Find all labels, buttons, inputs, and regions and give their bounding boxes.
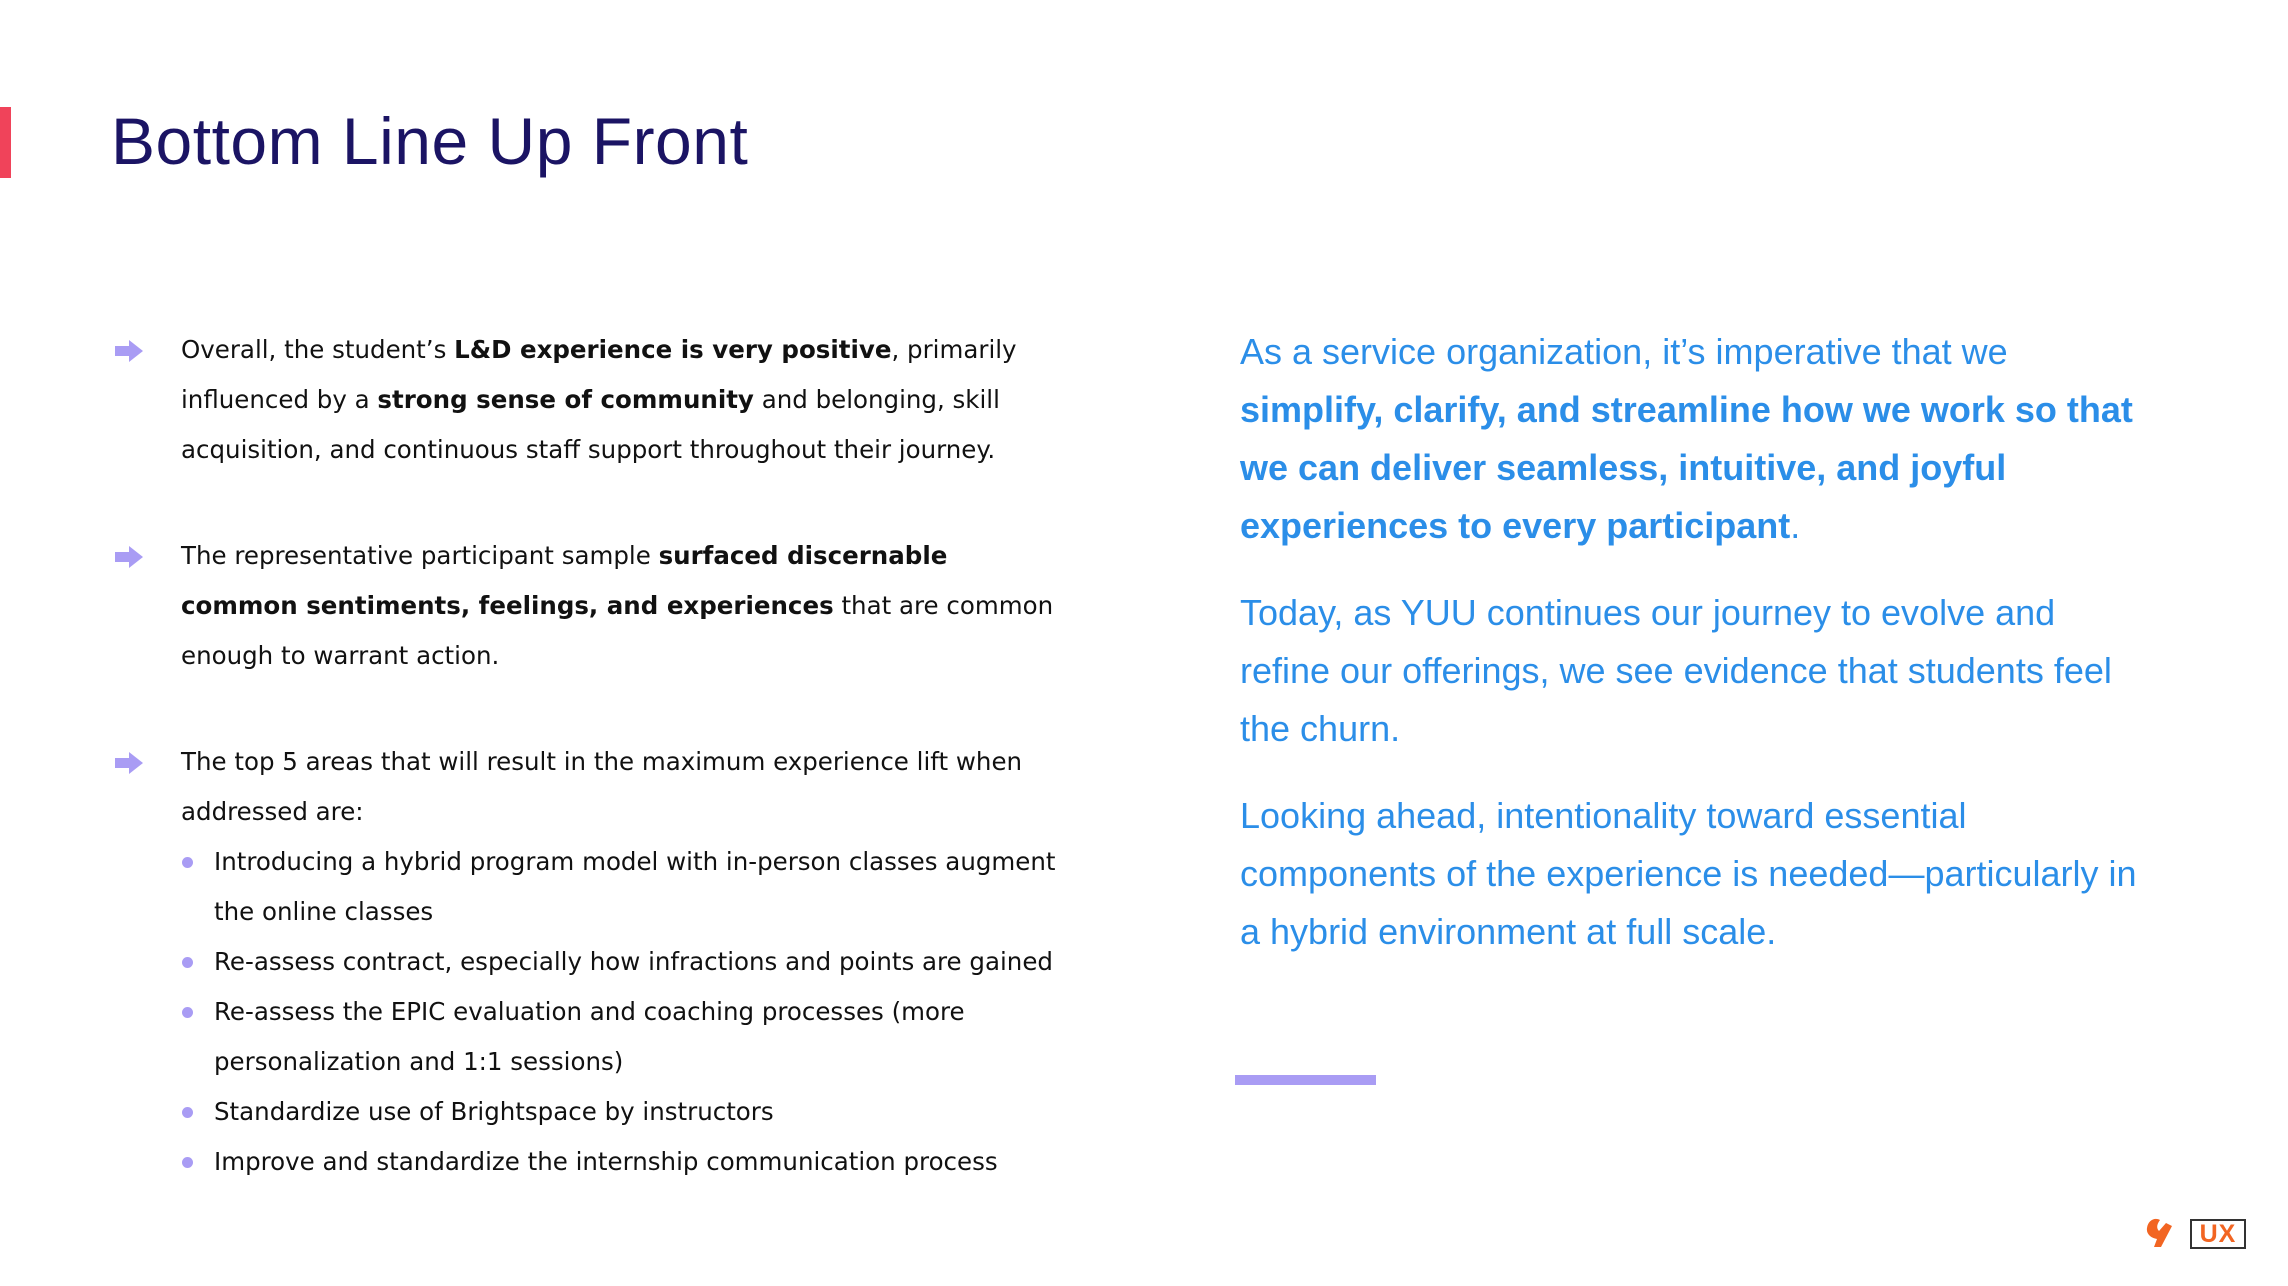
statement <box>1240 323 2140 990</box>
list-item: Standardize use of Brightspace by instructors <box>181 1087 1070 1137</box>
arrow-right-icon <box>113 339 144 363</box>
statement-paragraph: As a service organization, it’s imperative that we simplify, clarify, and streamline how we work so that we can deliver seamless, intuitive, and joyful experiences to every participant. <box>1240 331 2133 546</box>
page-title: Bottom Line Up Front <box>111 104 749 178</box>
key-point-text: The representative participant sample surfaced discernable common sentiments, feelings, and experiences that are common enough to warrant action. <box>181 541 1054 670</box>
ux-badge: UX <box>2190 1219 2246 1249</box>
focus-areas-list <box>181 837 1070 1187</box>
key-point <box>110 325 1070 475</box>
arrow-right-icon <box>113 545 144 569</box>
key-point-text: The top 5 areas that will result in the maximum experience lift when addressed are: <box>181 747 1023 826</box>
bullet-dot-icon <box>182 957 193 968</box>
list-item: Re-assess contract, especially how infractions and points are gained <box>181 937 1070 987</box>
bullet-dot-icon <box>182 1157 193 1168</box>
list-item: Improve and standardize the internship communication process <box>181 1137 1070 1187</box>
list-item: Introducing a hybrid program model with in-person classes augment the online classes <box>181 837 1070 937</box>
list-item: Re-assess the EPIC evaluation and coaching processes (more personalization and 1:1 sessions) <box>181 987 1070 1087</box>
bullet-dot-icon <box>182 857 193 868</box>
key-point <box>110 531 1070 681</box>
key-points <box>110 325 1070 1187</box>
statement-paragraph: Looking ahead, intentionality toward essential components of the experience is needed—particularly in a hybrid environment at full scale. <box>1240 795 2137 952</box>
key-point-text: Overall, the student’s L&D experience is very positive, primarily influenced by a strong sense of community and belonging, skill acquisition, and continuous staff support throughout their journey. <box>181 335 1017 464</box>
title-accent-bar <box>0 107 11 178</box>
bullet-dot-icon <box>182 1007 193 1018</box>
divider <box>1235 1075 1376 1085</box>
bullet-dot-icon <box>182 1107 193 1118</box>
statement-paragraph: Today, as YUU continues our journey to evolve and refine our offerings, we see evidence that students feel the churn. <box>1240 592 2112 749</box>
arrow-right-icon <box>113 751 144 775</box>
key-point <box>110 737 1070 1187</box>
